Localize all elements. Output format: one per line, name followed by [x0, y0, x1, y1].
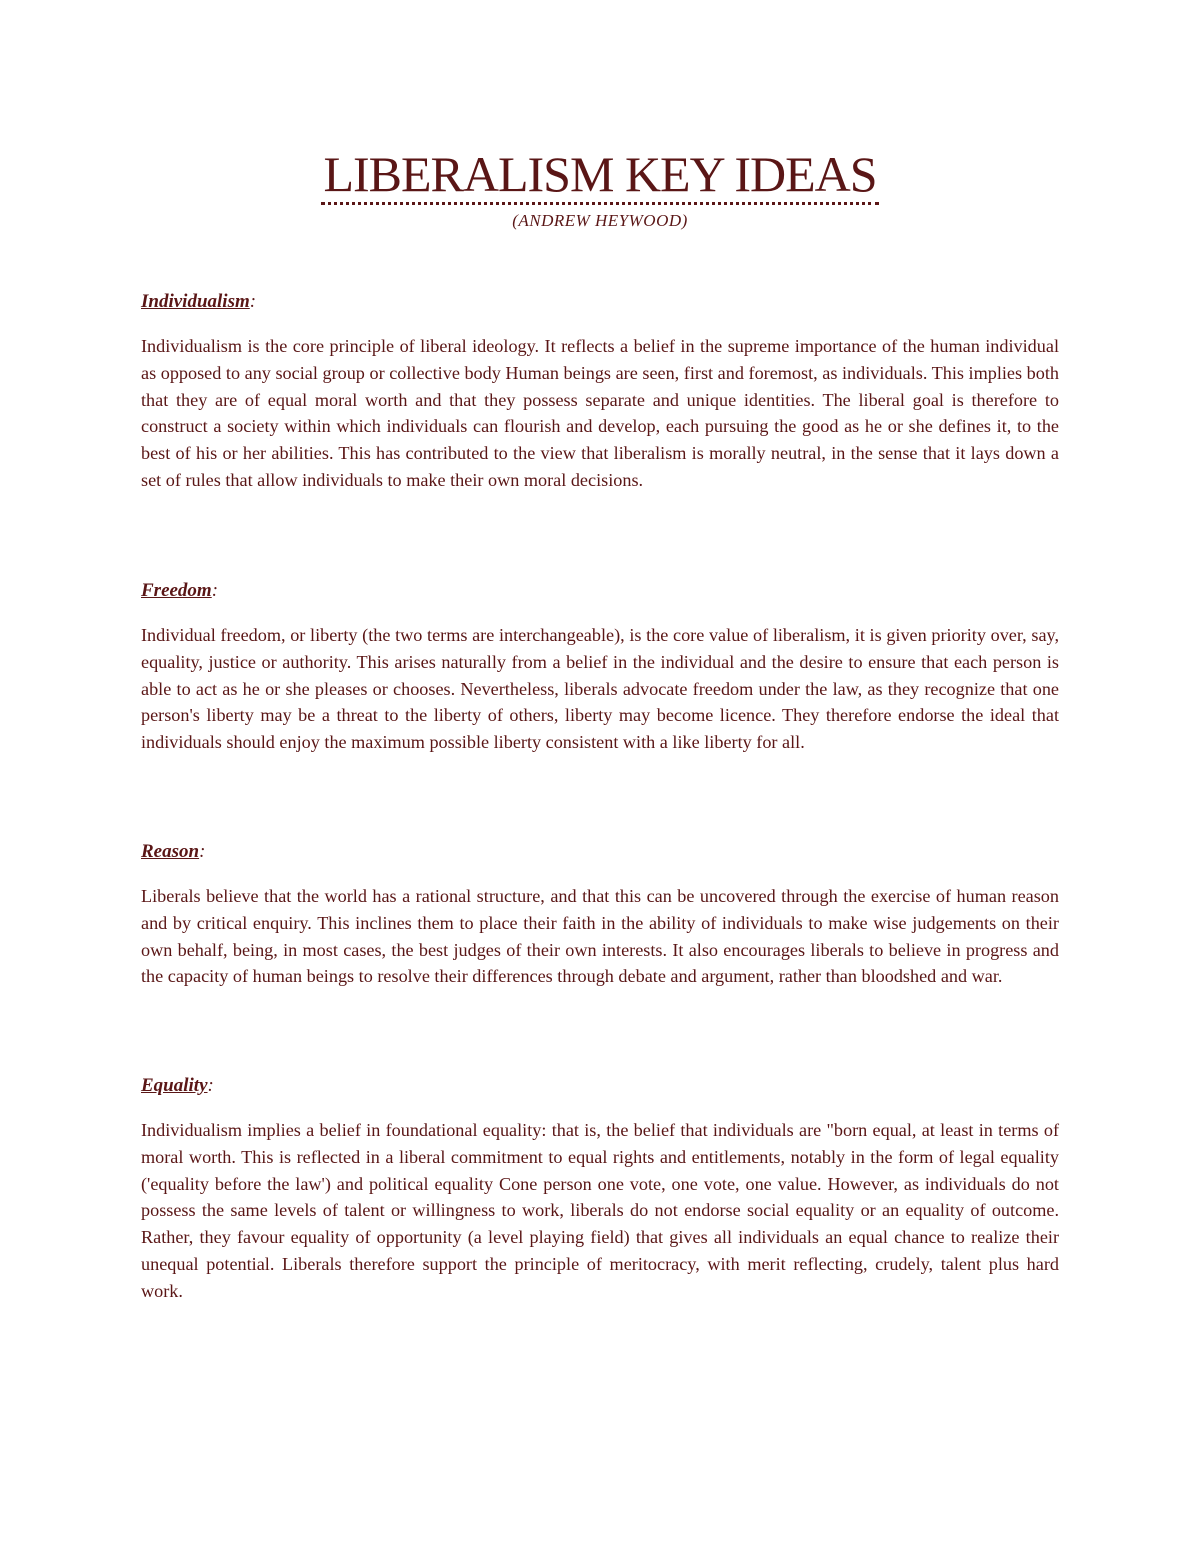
heading-colon: : — [249, 291, 257, 312]
section-body: Individual freedom, or liberty (the two terms are interchangeable), is the core value of liberalism, it is given priority over, say, equality, justice or authority. This arises naturally from a belief in the individual and the desire to ensure that each person is able to act as he or she pleases or chooses. Nevertheless, liberals advocate freedom under the law, as they recognize that one person's liberty may be a threat to the liberty of others, liberty may become licence. They therefore endorse the ideal that individuals should enjoy the maximum possible liberty consistent with a like liberty for all. — [141, 625, 1059, 753]
section-heading — [141, 580, 1059, 602]
heading-text: Individualism — [141, 291, 250, 312]
document-title: LIBERALISM KEY IDEAS — [321, 148, 878, 205]
section-heading — [141, 1075, 1059, 1097]
section-equality — [141, 1075, 1059, 1305]
section-freedom — [141, 580, 1059, 756]
section-body: Individualism implies a belief in foundational equality: that is, the belief that individuals are "born equal, at least in terms of moral worth. This is reflected in a liberal commitment to equal rights and entitlements, notably in the form of legal equality ('equality before the law') and political equality Cone person one vote, one vote, one value. However, as individuals do not possess the same levels of talent or willingness to work, liberals do not endorse social equality or an equality of outcome. Rather, they favour equality of opportunity (a level playing field) that gives all individuals an equal chance to realize their unequal potential. Liberals therefore support the principle of meritocracy, with merit reflecting, crudely, talent plus hard work. — [141, 1120, 1059, 1301]
document-author: (ANDREW HEYWOOD) — [512, 211, 688, 230]
heading-colon: : — [199, 841, 206, 862]
heading-text: Equality — [141, 1075, 208, 1096]
section-individualism — [141, 291, 1059, 494]
section-heading — [141, 291, 1059, 313]
heading-colon: : — [207, 1075, 214, 1096]
heading-text: Freedom — [141, 580, 212, 601]
section-heading — [141, 841, 1059, 863]
title-block — [0, 148, 1200, 231]
section-body: Individualism is the core principle of liberal ideology. It reflects a belief in the supreme importance of the human individual as opposed to any social group or collective body Human beings are seen, first and foremost, as individuals. This implies both that they are of equal moral worth and that they possess separate and unique identities. The liberal goal is therefore to construct a society within which individuals can flourish and develop, each pursuing the good as he or she defines it, to the best of his or her abilities. This has contributed to the view that liberalism is morally neutral, in the sense that it lays down a set of rules that allow individuals to make their own moral decisions. — [141, 336, 1059, 490]
heading-colon: : — [211, 580, 219, 601]
section-reason — [141, 841, 1059, 990]
section-body: Liberals believe that the world has a rational structure, and that this can be uncovered through the exercise of human reason and by critical enquiry. This inclines them to place their faith in the ability of individuals to make wise judgements on their own behalf, being, in most cases, the best judges of their own interests. It also encourages liberals to believe in progress and the capacity of human beings to resolve their differences through debate and argument, rather than bloodshed and war. — [141, 886, 1059, 987]
heading-text: Reason — [141, 841, 200, 862]
